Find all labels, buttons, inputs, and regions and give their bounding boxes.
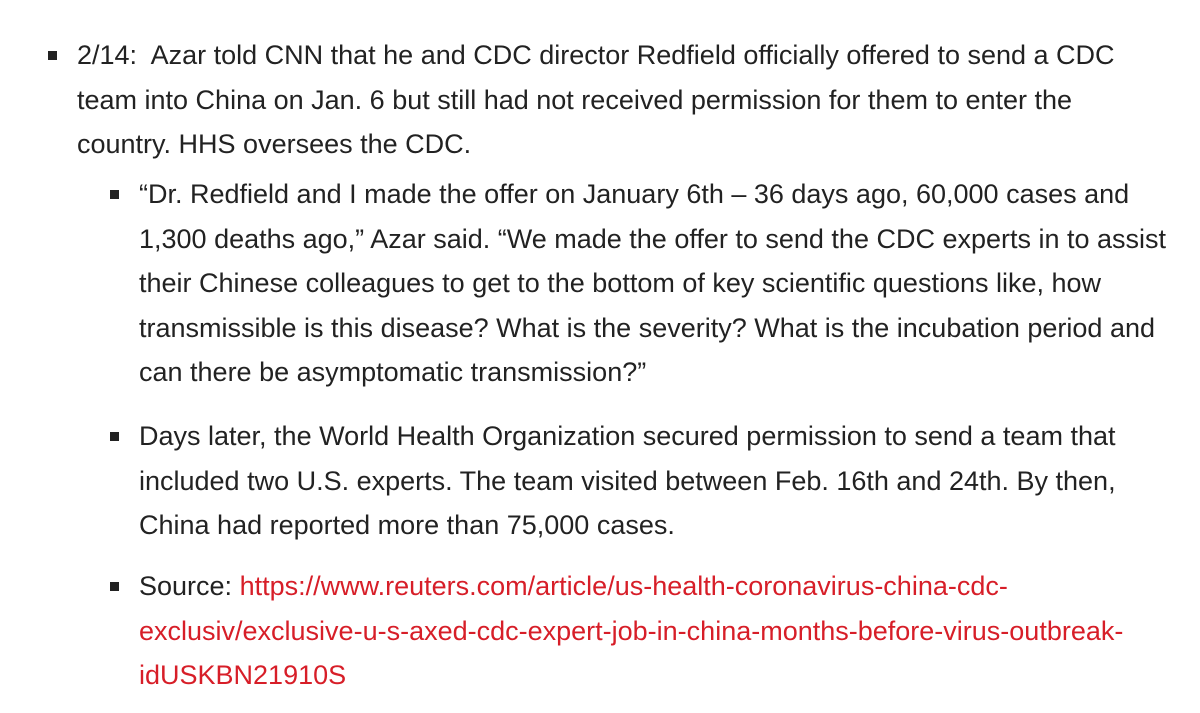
source-label: Source: xyxy=(139,571,233,601)
quote-text: “Dr. Redfield and I made the offer on January 6th – 36 days ago, 60,000 cases and 1,300 deaths ago,” Azar said. “We made the offer to send the CDC experts in to assist their Chinese colleagues to get to the bottom of key scientific questions like, how transmissible is this disease? What is the severity? What is the incubation period and can there be asymptomatic transmission?” xyxy=(139,179,1167,387)
who-team-text: Days later, the World Health Organization secured permission to send a team that included two U.S. experts. The team visited between Feb. 16th and 24th. By then, China had reported more than 75,000 cases. xyxy=(139,421,1116,540)
list-item-who-team xyxy=(139,414,1169,548)
list-item-quote xyxy=(139,172,1169,395)
list-item-main xyxy=(77,33,1167,167)
square-bullet-icon xyxy=(110,432,119,441)
square-bullet-icon xyxy=(110,190,119,199)
list-item-source xyxy=(139,564,1169,698)
item-text: Azar told CNN that he and CDC director Redfield officially offered to send a CDC team into China on Jan. 6 but still had not received permission for them to enter the country. HHS oversees the CDC. xyxy=(77,40,1115,159)
square-bullet-icon xyxy=(110,582,119,591)
square-bullet-icon xyxy=(48,51,57,60)
source-link[interactable]: https://www.reuters.com/article/us-health-coronavirus-china-cdc-exclusiv/exclusive-u-s-axed-cdc-expert-job-in-china-months-before-virus-outbreak-idUSKBN21910S xyxy=(139,571,1124,690)
item-date: 2/14: xyxy=(77,40,138,70)
